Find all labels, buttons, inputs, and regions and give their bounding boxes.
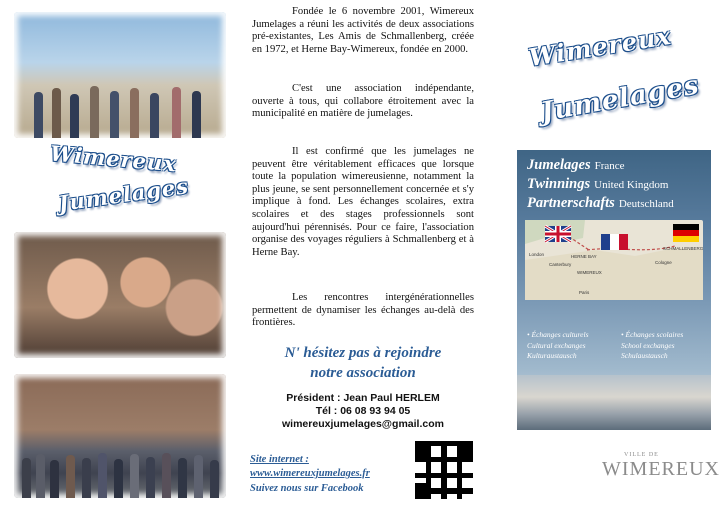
exchanges-right: • Échanges scolaires School exchanges Schulaustausch (621, 330, 684, 360)
site-url-link[interactable]: www.wimereuxjumelages.fr (250, 468, 370, 479)
map-label-cologne: Cologne (655, 260, 672, 265)
poster-row-3: Partnerschafts Deutschland (527, 195, 674, 211)
germany-flag-icon (673, 224, 699, 242)
logo-main-text: WIMEREUX (602, 458, 720, 480)
intro-paragraph-2: C'est une association indépendante, ouverte à tous, qui collabore étroitement avec la municipalité en matière de jumelages. (252, 83, 474, 120)
map-label-canterbury: Canterbury (549, 262, 572, 267)
seafront-town-image (517, 375, 711, 430)
map-graphic (525, 220, 703, 300)
logo-small-text: VILLE DE (624, 452, 659, 458)
email-contact[interactable]: wimereuxjumelages@gmail.com (282, 418, 444, 430)
president-contact: Président : Jean Paul HERLEM (286, 392, 440, 404)
qr-code-icon[interactable] (415, 441, 473, 499)
join-heading-line2: notre association (310, 365, 416, 381)
poster-row-1: Jumelages France (527, 157, 625, 173)
intro-paragraph-3: Il est confirmé que les jumelages ne peuvent être véritablement efficaces que lorsque toute la population wimereusienne, notamment la plus jeune, se sent personnellement concernée et s'y implique à fond. Les échanges scolaires, extra scolaires et des stages professionnels sont aujourd'hui pérennisés. Pour ce faire, l'association organise des voyages réguliers à Schmallenberg et à Herne Bay. (252, 146, 474, 258)
church-people (14, 430, 226, 498)
beach-group-photo (14, 12, 226, 138)
phone-contact: Tél : 06 08 93 94 05 (315, 405, 411, 417)
left-title-line2: Jumelages (56, 172, 191, 217)
poster-row-2: Twinnings United Kingdom (527, 176, 669, 192)
left-title-line1: Wimereux (49, 140, 178, 177)
uk-flag-icon (545, 226, 571, 242)
map-label-herne-bay: HERNE BAY (571, 254, 597, 259)
exchanges-left: • Échanges culturels Cultural exchanges Kulturaustausch (527, 330, 589, 360)
site-label: Site internet : (250, 454, 309, 465)
map-label-paris: Paris (579, 290, 590, 295)
ville-de-wimereux-logo (602, 452, 720, 481)
intro-paragraph-1: Fondée le 6 novembre 2001, Wimereux Jumelages a réuni les activités de deux associations pré-existantes, Les Amis de Schmallenberg, créée en 1972, et Herne Bay-Wimereux, fondée en 2000. (252, 6, 474, 55)
map-label-schmallenberg: SCHMALLENBERG (663, 246, 703, 251)
students-group-photo (14, 232, 226, 358)
facebook-link[interactable]: Suivez nous sur Facebook (250, 483, 364, 494)
twinning-map (525, 220, 703, 300)
map-label-wimereux: WIMEREUX (577, 270, 602, 275)
beach-people (14, 69, 226, 138)
right-title-line1: Wimereux (526, 20, 674, 73)
right-title-line2: Jumelages (538, 70, 702, 128)
join-heading-line1: N' hésitez pas à rejoindre (284, 345, 442, 361)
france-flag-icon (601, 234, 628, 250)
intro-paragraph-4: Les rencontres intergénérationnelles permettent de dynamiser les échanges au-delà des frontières. (252, 292, 474, 329)
twinning-poster (517, 150, 711, 430)
map-label-london: London (529, 252, 545, 257)
church-group-photo (14, 374, 226, 498)
